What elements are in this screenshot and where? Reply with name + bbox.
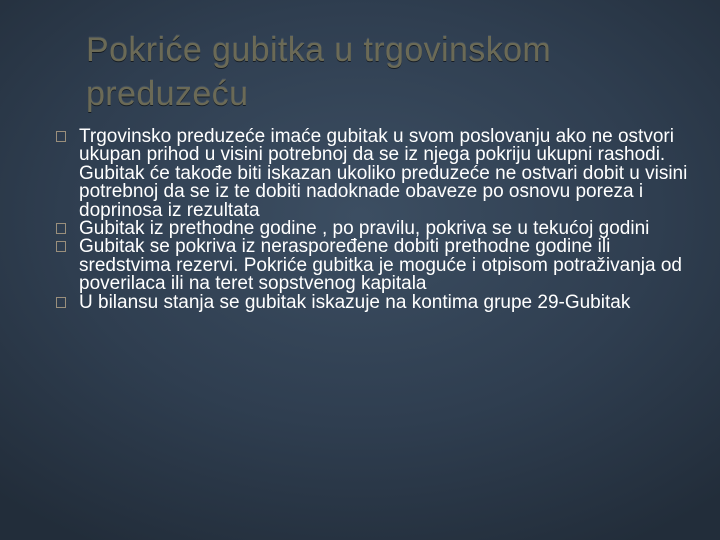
bullet-text: Trgovinsko preduzeće imaće gubitak u svom poslovanju ako ne ostvori ukupan prihod u visini potrebnoj da se iz njega pokriju ukupni rashodi. Gubitak će takođe biti iskazan ukoliko preduzeće ne ostvari dobit u visini potrebnoj da se iz te dobiti nadoknade obaveze po osnovu poreza i doprinosa iz rezultata	[79, 126, 688, 221]
square-bullet-icon	[56, 131, 66, 142]
square-bullet-icon	[56, 297, 66, 308]
slide-title: Pokriće gubitka u trgovinskom preduzeću	[86, 31, 552, 113]
square-bullet-icon	[56, 241, 66, 252]
bullet-text: Gubitak se pokriva iz neraspoređene dobiti prethodne godine ili sredstvima rezervi. Pokriće gubitka je moguće i otpisom potraživanja od poverilaca ili na teret sopstvenog kapitala	[79, 236, 682, 295]
square-bullet-icon	[56, 223, 66, 234]
bullet-item	[0, 291, 720, 313]
bullet-item	[0, 238, 720, 293]
bullet-item	[0, 128, 720, 220]
bullet-text: U bilansu stanja se gubitak iskazuje na kontima grupe 29-Gubitak	[79, 291, 631, 313]
bullet-list	[0, 128, 720, 312]
bullet-text: Gubitak iz prethodne godine , po pravilu, pokriva se u tekućoj godini	[79, 218, 650, 240]
